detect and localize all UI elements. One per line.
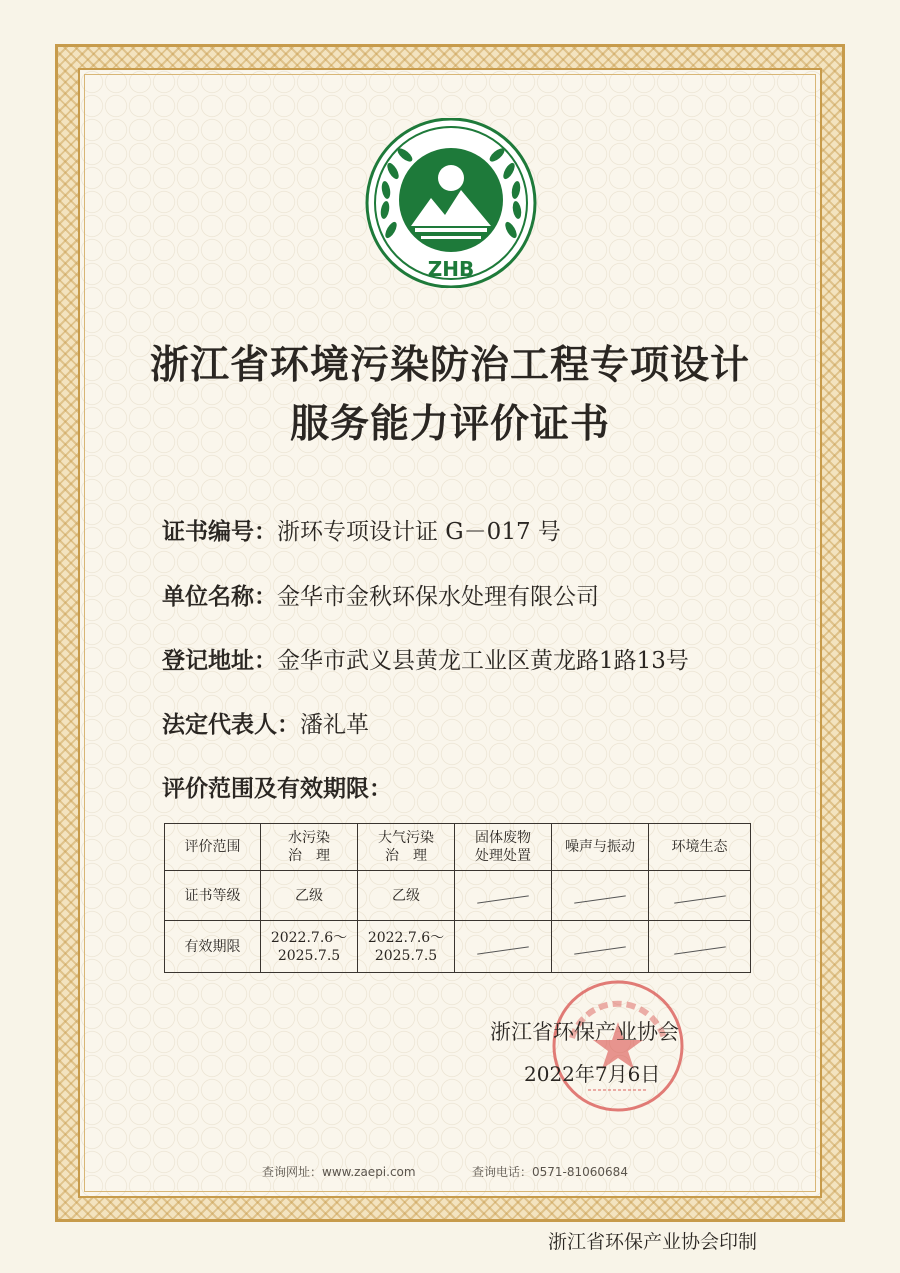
table-cell: 证书等级: [165, 871, 261, 921]
address-label: 登记地址：: [162, 648, 277, 674]
table-cell: [455, 921, 552, 973]
legal-rep-value: 潘礼革: [300, 712, 369, 738]
query-phone: 查询电话：0571-81060684: [472, 1165, 628, 1179]
unit-name-label: 单位名称：: [162, 584, 277, 610]
empty-dash: [477, 946, 529, 954]
cert-number-field: [162, 513, 782, 546]
table-cell: 评价范围: [165, 824, 261, 871]
certificate-title-line2: 服务能力评价证书: [289, 402, 610, 447]
cell-line: 水污染: [288, 830, 330, 846]
logo-text: ZHB: [427, 257, 475, 281]
table-cell: 乙级: [261, 871, 358, 921]
cell-line: 2025.7.5: [374, 947, 438, 964]
issuer-name: 浙江省环保产业协会: [490, 1020, 679, 1044]
table-cell: [649, 921, 751, 973]
certificate-title-line1: 浙江省环境污染防治工程专项设计: [149, 343, 750, 388]
table-row: [165, 824, 751, 871]
empty-dash: [674, 895, 726, 903]
table-cell: [261, 824, 358, 871]
cell-line: 2022.7.6～: [367, 929, 445, 946]
table-cell: [261, 921, 358, 973]
scope-label: 评价范围及有效期限：: [162, 776, 392, 802]
address-field: [162, 642, 782, 675]
empty-dash: [477, 895, 529, 903]
table-cell: 噪声与振动: [552, 824, 649, 871]
table-cell: [649, 871, 751, 921]
unit-name-field: [162, 578, 782, 611]
table-cell: 有效期限: [165, 921, 261, 973]
address-value: 金华市武义县黄龙工业区黄龙路1路13号: [277, 648, 689, 674]
scope-table: [164, 823, 751, 973]
cell-line: 固体废物: [475, 830, 531, 846]
cell-line: 治 理: [385, 848, 427, 864]
red-seal-icon: [550, 978, 686, 1114]
table-row: [165, 921, 751, 973]
table-cell: 环境生态: [649, 824, 751, 871]
unit-name-value: 金华市金秋环保水处理有限公司: [277, 584, 599, 610]
empty-dash: [674, 946, 726, 954]
table-cell: 乙级: [358, 871, 455, 921]
table-cell: [358, 921, 455, 973]
cell-line: 大气污染: [378, 830, 434, 846]
issue-date: 2022年7月6日: [524, 1062, 661, 1086]
cell-line: 治 理: [288, 848, 330, 864]
empty-dash: [574, 946, 626, 954]
empty-dash: [574, 895, 626, 903]
legal-rep-field: [162, 706, 782, 739]
table-cell: [552, 871, 649, 921]
table-cell: [455, 824, 552, 871]
scope-heading: [162, 770, 782, 803]
legal-rep-label: 法定代表人：: [162, 712, 300, 738]
cell-line: 2025.7.5: [277, 947, 341, 964]
query-website: 查询网址：www.zaepi.com: [262, 1165, 416, 1179]
table-row: [165, 871, 751, 921]
zhb-emblem-icon: [365, 118, 537, 288]
cell-line: 2022.7.6～: [270, 929, 348, 946]
table-cell: [358, 824, 455, 871]
table-cell: [455, 871, 552, 921]
printer-note: 浙江省环保产业协会印制: [548, 1231, 758, 1253]
cell-line: 处理处置: [475, 848, 531, 864]
cert-number-value: 浙环专项设计证 G－017 号: [277, 519, 561, 545]
table-cell: [552, 921, 649, 973]
cert-number-label: 证书编号：: [162, 519, 277, 545]
